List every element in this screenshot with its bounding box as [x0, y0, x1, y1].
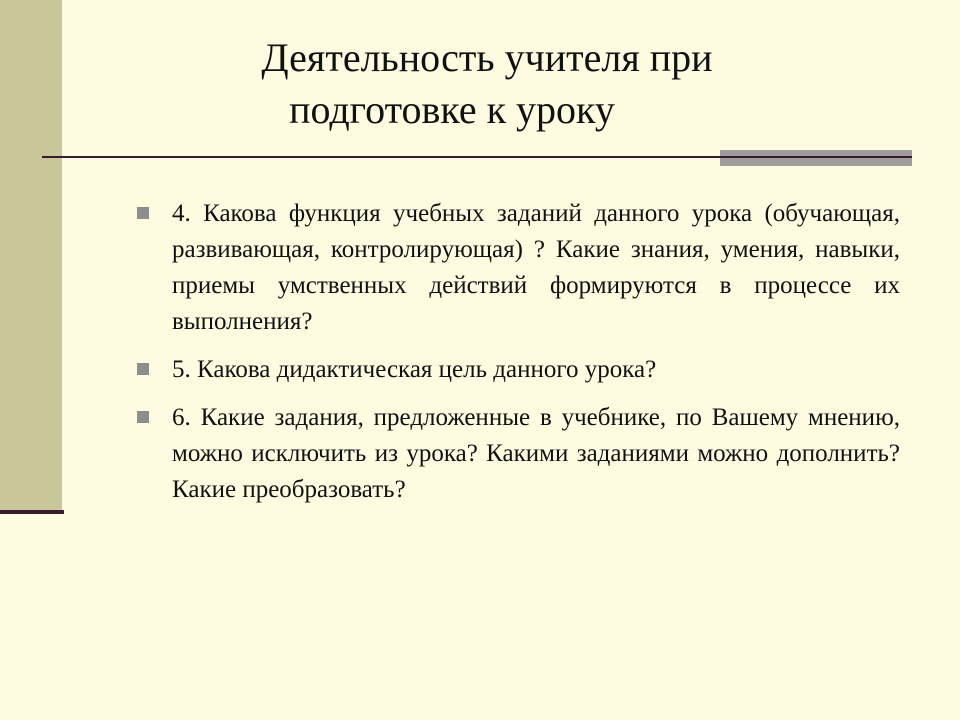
list-item-text: 6. Какие задания, предложенные в учебнике, по Вашему мнению, можно исключить из урока? Какими заданиями можно дополнить? Какие преобразовать? — [172, 404, 900, 503]
bullet-list — [134, 196, 900, 520]
square-bullet-icon — [137, 411, 149, 423]
square-bullet-icon — [137, 207, 149, 219]
slide-title — [62, 32, 912, 136]
list-item-5 — [134, 352, 900, 388]
slide-title-line1: Деятельность учителя при — [261, 35, 713, 80]
title-accent-bar — [720, 150, 912, 166]
list-item-text: 4. Какова функция учебных заданий данного урока (обучающая, развивающая, контролирующая) ? Какие знания, умения, навыки, приемы умственных действий формируются в процессе их выполнения? — [172, 200, 900, 335]
list-item-4 — [134, 196, 900, 340]
list-item-6 — [134, 400, 900, 508]
slide-title-line2: подготовке к уроку — [289, 87, 615, 132]
square-bullet-icon — [137, 363, 149, 375]
left-bar-rule — [0, 510, 64, 514]
list-item-text: 5. Какова дидактическая цель данного урока? — [172, 356, 657, 383]
left-decorative-bar — [0, 0, 62, 510]
